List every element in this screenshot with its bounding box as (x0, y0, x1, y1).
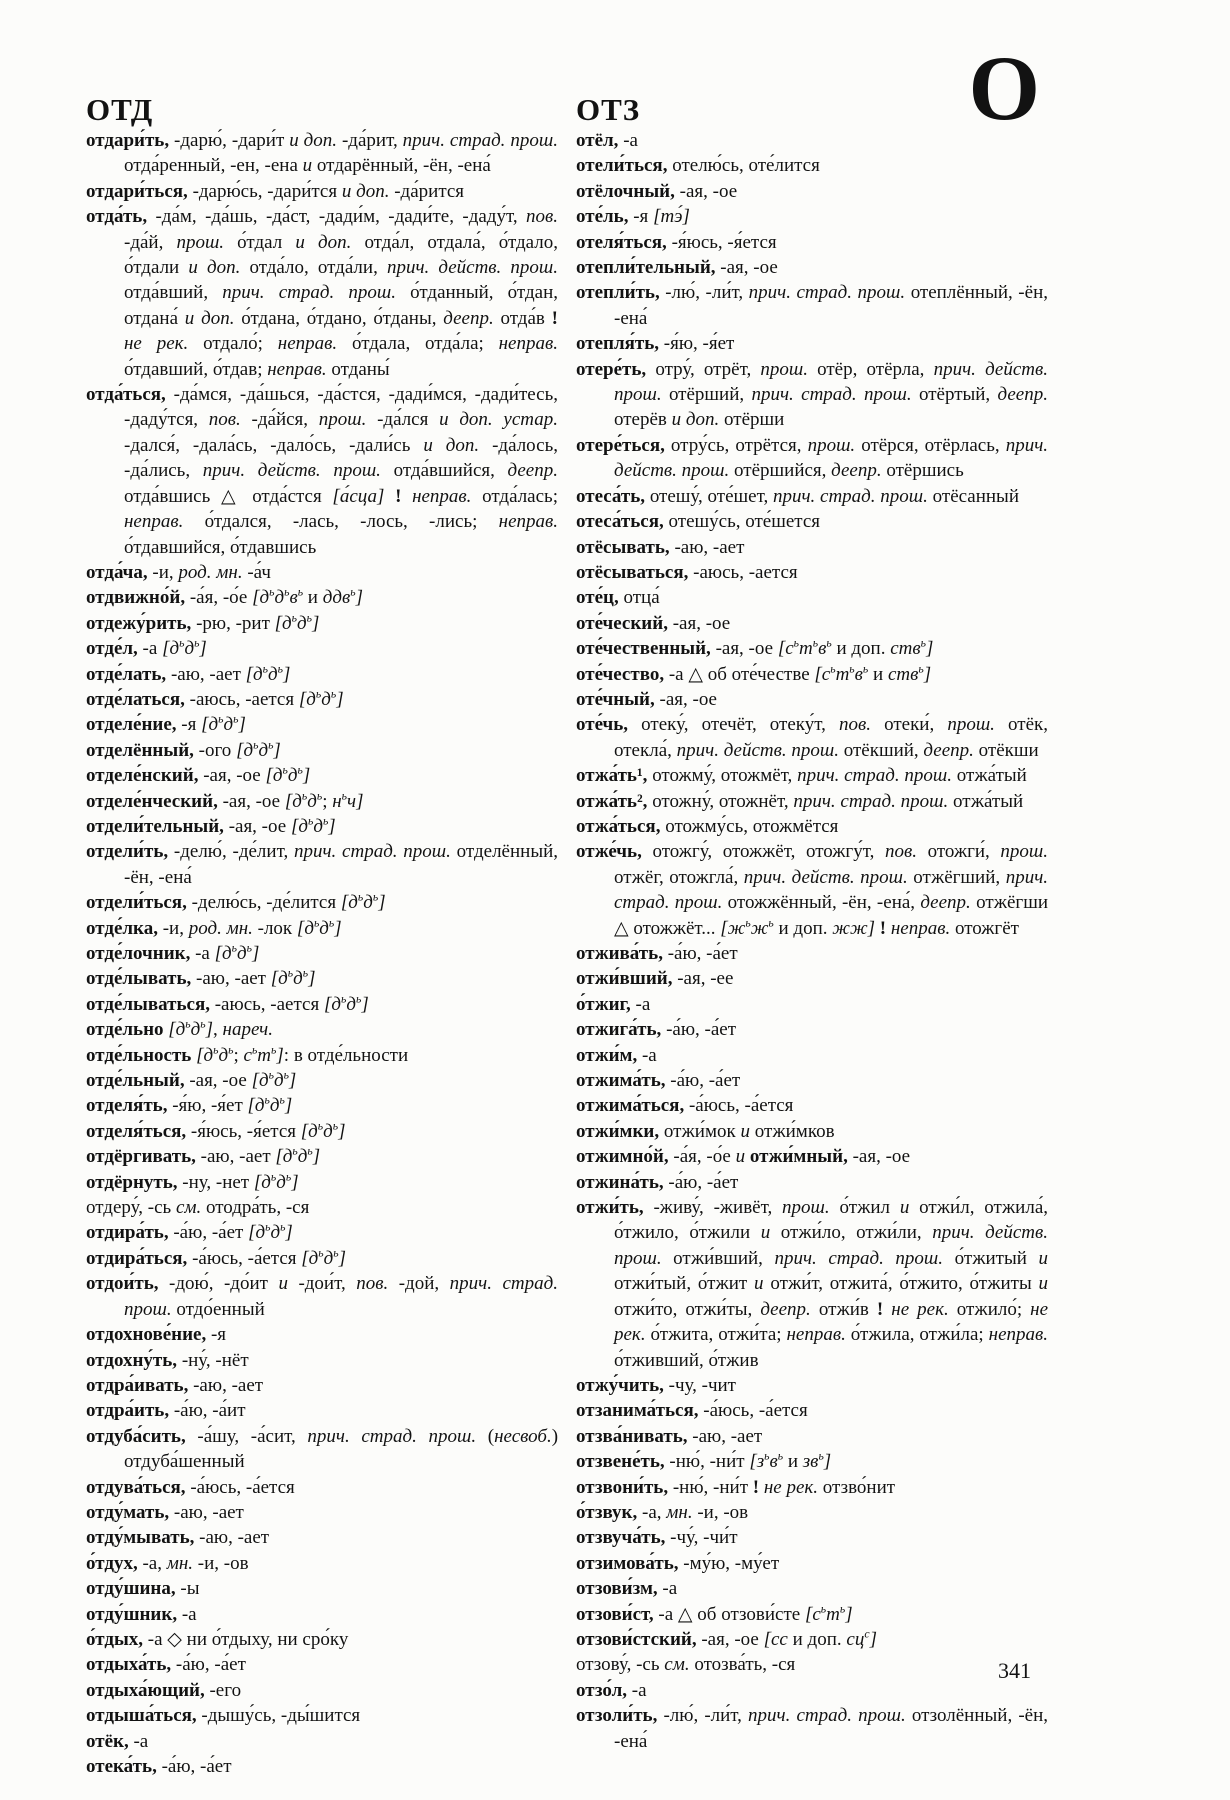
dictionary-entry: оте́ц, отца́ (576, 587, 660, 609)
dictionary-entry: отжи́мки, отжи́мок и отжи́мков (576, 1120, 835, 1142)
headword: отдари́ть, (86, 130, 170, 151)
dictionary-entry: отдира́ться, -а́юсь, -а́ется $[д^ьд^ь]$ (86, 1246, 347, 1269)
headword: оте́ческий, (576, 612, 668, 634)
dictionary-entry: отдели́ть, -делю́, -де́лит, прич. страд. прош. отделённый, -ён, -ена́ (86, 841, 558, 888)
headword: отделя́ть, (86, 1095, 168, 1117)
dictionary-entry: отеса́ть, отешу́, оте́шет, прич. страд. прош. отёсанный (576, 485, 1019, 507)
dictionary-entry: о́тдых, -а ◇ ни о́тдыху, ни сро́ку (86, 1628, 349, 1650)
dictionary-entry: отда́ча, -и, род. мн. -а́ч (86, 561, 271, 583)
dictionary-entry: отзови́зм, -а (576, 1578, 678, 1600)
dictionary-entry: отде́латься, -аюсь, -ается $[д^ьд^ь]$ (86, 687, 344, 710)
dictionary-entry: отже́чь, отожгу́, отожжёт, отожгу́т, пов. отожги́, прош. отжёг, отожгла́, прич. действ. прош. отжёгший, прич. страд. прош. отожжённый, -ён, -ена́, деепр. отжёгши △ отожжёт... [$ж^ьж^ь$ и доп. жж] ! неправ. отожгёт (576, 841, 1049, 939)
dictionary-entry: отде́лка, -и, род. мн. -лок $[д^ьд^ь]$ (86, 916, 342, 939)
headword: отделе́ние, (86, 714, 177, 736)
headword: отеля́ться, (576, 231, 667, 253)
headword: оте́чный, (576, 688, 655, 710)
headword: отжи́мки, (576, 1120, 660, 1142)
dictionary-entry: отде́лочник, -а $[д^ьд^ь]$ (86, 941, 260, 964)
headword: отёсывать, (576, 536, 670, 558)
headword: отдра́ивать, (86, 1374, 189, 1396)
dictionary-entry: отдыха́ть, -а́ю, -а́ет (86, 1654, 246, 1676)
dictionary-entry: отепли́тельный, -ая, -ое (576, 257, 778, 279)
dictionary-entry: отжа́ться, отожму́сь, отожмётся (576, 815, 839, 837)
dictionary-entry: отду́шник, -а (86, 1603, 197, 1625)
dictionary-entry: оте́чь, отеку́, отечёт, отеку́т, пов. отеки́, прош. отёк, отекла́, прич. действ. прош. отёкший, деепр. отёкши (576, 714, 1049, 761)
headword: отжима́ть, (576, 1070, 666, 1092)
dictionary-entry: отделе́нческий, -ая, -ое [$д^ьд^ь$; $н^ьч$] (86, 789, 364, 812)
dictionary-entry: отдвижно́й, -а́я, -о́е [$д^ьд^ьв^ь$ и ддв$^ь$] (86, 585, 363, 609)
headword: отдыха́ть, (86, 1654, 172, 1676)
dictionary-entry: отзо́л, -а (576, 1679, 647, 1701)
headword: отзоли́ть, (576, 1705, 658, 1727)
headword: отду́мывать, (86, 1527, 195, 1549)
dictionary-entry: отду́мать, -аю, -ает (86, 1501, 244, 1523)
headword: отеса́ться, (576, 511, 664, 533)
headword: отёлочный, (576, 180, 675, 202)
dictionary-entry: отдохну́ть, -ну́, -нёт (86, 1349, 249, 1371)
headword: отжи́ть, (576, 1197, 644, 1219)
dictionary-entry: отдели́тельный, -ая, -ое $[д^ьд^ь]$ (86, 814, 336, 837)
dictionary-entry: отепля́ть, -я́ю, -я́ет (576, 333, 735, 355)
headword: отдыха́ющий, (86, 1679, 205, 1701)
dictionary-entry: отзови́ст, -а △ об отзови́сте $[с^ьт^ь]$ (576, 1602, 853, 1625)
dictionary-entry: отека́ть, -а́ю, -а́ет (86, 1756, 232, 1777)
headword: отзвене́ть, (576, 1451, 665, 1473)
dictionary-entry: отдыша́ться, -дышу́сь, -ды́шится (86, 1705, 361, 1727)
dictionary-entry: отжимно́й, -а́я, -о́е и отжи́мный, -ая, -ое (576, 1146, 911, 1168)
headword: отдохнове́ние, (86, 1324, 207, 1346)
dictionary-entry: отзову́, -сь см. отозва́ть, -ся (576, 1654, 796, 1676)
dictionary-entry: отзови́стский, -ая, -ое [сс и доп. $сц^с$] (576, 1627, 877, 1650)
dictionary-entry: отзва́нивать, -аю, -ает (576, 1425, 763, 1447)
dictionary-entry: отёлочный, -ая, -ое (576, 180, 738, 202)
headword: отзанима́ться, (576, 1400, 699, 1422)
headword: отзвони́ть, (576, 1476, 669, 1498)
dictionary-entry: отду́мывать, -аю, -ает (86, 1527, 270, 1549)
headword: отека́ть, (86, 1756, 157, 1777)
dictionary-entry: отда́ть, -да́м, -да́шь, -да́ст, -дади́м, -дади́те, -даду́т, пов. -да́й, прош. о́тдал и доп. отда́л, отдала́, о́тдало, о́тдали и доп. отда́ло, отда́ли, прич. действ. прош. отда́вший, прич. страд. прош. о́тданный, о́тдан, отдана́ и доп. о́тдана, о́тдано, о́тданы, деепр. отда́в ! не рек. отдало́; неправ. о́тдала, отда́ла; неправ. о́тдавший, о́тдав; неправ. отданы́ (86, 206, 558, 380)
dictionary-entry: отели́ться, отелю́сь, оте́лится (576, 155, 820, 177)
running-head-right: ОТЗ (576, 92, 641, 127)
dictionary-entry: отдёрнуть, -ну, -нет $[д^ьд^ь]$ (86, 1170, 299, 1193)
headword: отже́чь, (576, 841, 642, 863)
headword: отделённый, (86, 739, 194, 761)
headword: отжига́ть, (576, 1019, 662, 1041)
headword: отжимно́й, (576, 1146, 669, 1168)
dictionary-entry: отделя́ться, -я́юсь, -я́ется $[д^ьд^ь]$ (86, 1119, 346, 1142)
headword: отжи́вший, (576, 968, 673, 990)
dictionary-entry: оте́ль, -я [тэ́] (576, 206, 690, 228)
headword: оте́ль, (576, 206, 629, 228)
headword: отде́лочник, (86, 943, 191, 964)
headword: отёсываться, (576, 561, 689, 583)
headword: отжа́ть¹, (576, 765, 648, 787)
headword: отде́лываться, (86, 993, 210, 1015)
page-number: 341 (998, 1658, 1031, 1683)
headword: отжива́ть, (576, 943, 663, 964)
headword: отзва́нивать, (576, 1425, 688, 1447)
headword: отзови́ст, (576, 1603, 654, 1625)
headword: отере́ться, (576, 434, 665, 456)
headword: отёл, (576, 130, 619, 151)
headword: отделе́нский, (86, 765, 199, 787)
headword: оте́чество, (576, 663, 665, 685)
dictionary-entry: отде́льность [$д^ьд^ь$; $с^ьт^ь$]: в отде́льности (86, 1043, 409, 1066)
headword: отели́ться, (576, 155, 668, 177)
dictionary-entry: отде́лываться, -аюсь, -ается $[д^ьд^ь]$ (86, 992, 369, 1015)
headword: отдёргивать, (86, 1146, 196, 1168)
headword: отжа́ться, (576, 815, 661, 837)
headword: отжима́ться, (576, 1095, 685, 1117)
headword: отзо́л, (576, 1679, 627, 1701)
dictionary-entry: отжима́ть, -а́ю, -а́ет (576, 1070, 741, 1092)
dictionary-entry: отжа́ть², отожну́, отожнёт, прич. страд. прош. отжа́тый (576, 790, 1024, 812)
headword: отда́ть, (86, 206, 148, 228)
headword: отдёрнуть, (86, 1171, 178, 1193)
dictionary-entry: отжина́ть, -а́ю, -а́ет (576, 1171, 739, 1193)
headword: отду́мать, (86, 1501, 170, 1523)
headword: отдвижно́й, (86, 587, 186, 609)
headword: отде́льность (86, 1044, 192, 1066)
dictionary-entry: о́тдух, -а, мн. -и, -ов (86, 1552, 249, 1574)
headword: отдохну́ть, (86, 1349, 178, 1371)
dictionary-entry: отзимова́ть, -му́ю, -му́ет (576, 1552, 780, 1574)
headword: отжина́ть, (576, 1171, 664, 1193)
headword: отда́ться, (86, 384, 166, 406)
headword: о́тдых, (86, 1628, 144, 1650)
headword: отзови́зм, (576, 1578, 658, 1600)
headword: отдра́ить, (86, 1400, 170, 1422)
dictionary-entry: отдыха́ющий, -его (86, 1679, 242, 1701)
dictionary-entry: отёсывать, -аю, -ает (576, 536, 745, 558)
dictionary-entry: отделённый, -ого $[д^ьд^ь]$ (86, 738, 281, 761)
headword: отделя́ться, (86, 1120, 187, 1142)
dictionary-entry: отделя́ть, -я́ю, -я́ет $[д^ьд^ь]$ (86, 1094, 293, 1117)
headword: отдува́ться, (86, 1476, 186, 1498)
headword: отдуба́сить, (86, 1425, 186, 1447)
headword: отзвуча́ть, (576, 1527, 666, 1549)
headword: отепли́ть, (576, 282, 660, 304)
dictionary-entry: отзанима́ться, -а́юсь, -а́ется (576, 1400, 808, 1422)
dictionary-entry: отере́ть, отру́, отрёт, прош. отёр, отёрла, прич. действ. прош. отёрший, прич. страд. прош. отёртый, деепр. отерёв и доп. отёрши (576, 358, 1048, 431)
headword: отёк, (86, 1730, 129, 1752)
headword: отделе́нческий, (86, 790, 218, 812)
headword: отдари́ться, (86, 180, 188, 202)
dictionary-entry: отзвони́ть, -ню́, -ни́т ! не рек. отзво́нит (576, 1476, 896, 1498)
dictionary-entry: отдари́ть, -дарю́, -дари́т и доп. -да́рит, прич. страд. прош. отда́ренный, -ен, -ена и отдарённый, -ён, -ена́ (86, 130, 558, 177)
running-head-left: ОТД (86, 92, 154, 127)
dictionary-entry: отдари́ться, -дарю́сь, -дари́тся и доп. -да́рится (86, 180, 465, 202)
headword: о́тдух, (86, 1552, 138, 1574)
dictionary-entry: отеля́ться, -я́юсь, -я́ется (576, 231, 777, 253)
headword: о́тзвук, (576, 1501, 638, 1523)
dictionary-entry: отда́ться, -да́мся, -да́шься, -да́стся, -дади́мся, -дади́тесь, -даду́тся, пов. -да́йся, прош. -да́лся и доп. устар. -дался́, -дала́сь, -дало́сь, -дали́сь и доп. -да́лось, -да́лись, прич. действ. прош. отда́вшийся, деепр. отда́вшись △ отда́стся [а́сца] ! неправ. отда́лась; неправ. о́тдался, -лась, -лось, -лись; неправ. о́тдавшийся, о́тдавшись (86, 384, 558, 558)
headword: отзимова́ть, (576, 1552, 679, 1574)
headword: отду́шник, (86, 1603, 178, 1625)
dictionary-entry: отепли́ть, -лю́, -ли́т, прич. страд. прош. отеплённый, -ён, -ена́ (576, 282, 1048, 329)
headword: отдира́ться, (86, 1247, 188, 1269)
dictionary-entry: отжу́чить, -чу, -чит (576, 1374, 736, 1396)
dictionary-entry: отжа́ть¹, отожму́, отожмёт, прич. страд. прош. отжа́тый (576, 765, 1027, 787)
dictionary-entry: отжи́м, -а (576, 1044, 657, 1066)
headword: отзови́стский, (576, 1628, 697, 1650)
dictionary-entry: отде́лывать, -аю, -ает $[д^ьд^ь]$ (86, 967, 316, 990)
dictionary-entry: отёсываться, -аюсь, -ается (576, 561, 798, 583)
headword: отде́лка, (86, 917, 158, 939)
dictionary-entry: отде́льно $[д^ьд^ь]$, нареч. (86, 1017, 273, 1041)
left-column (86, 128, 558, 1779)
dictionary-entry: отде́лать, -аю, -ает $[д^ьд^ь]$ (86, 662, 291, 685)
dictionary-entry: отдёргивать, -аю, -ает $[д^ьд^ь]$ (86, 1144, 321, 1168)
section-letter: О (968, 37, 1040, 139)
headword: отде́льно (86, 1019, 164, 1041)
headword: отде́лать, (86, 663, 167, 685)
dictionary-entry: отеса́ться, отешу́сь, оте́шется (576, 511, 820, 533)
headword: отдели́ться, (86, 892, 187, 914)
dictionary-entry: отжива́ть, -а́ю, -а́ет (576, 943, 738, 964)
headword: отде́льный, (86, 1070, 185, 1092)
headword: отепли́тельный, (576, 257, 716, 279)
headword: отде́л, (86, 638, 138, 660)
headword: отдели́ть, (86, 841, 169, 863)
dictionary-entry: отдели́ться, -делю́сь, -де́лится $[д^ьд^ь]$ (86, 890, 386, 914)
headword: о́тжиг, (576, 993, 631, 1015)
headword: отере́ть, (576, 358, 647, 380)
dictionary-entry: отжи́вший, -ая, -ее (576, 968, 734, 990)
dictionary-entry: отдуба́сить, -а́шу, -а́сит, прич. страд. прош. (несвоб.) отдуба́шенный (86, 1425, 559, 1473)
headword: отжу́чить, (576, 1374, 664, 1396)
dictionary-entry: отделе́нский, -ая, -ое $[д^ьд^ь]$ (86, 763, 311, 787)
dictionary-entry: отзвуча́ть, -чу́, -чи́т (576, 1527, 738, 1549)
headword: отдели́тельный, (86, 815, 224, 837)
dictionary-entry: оте́чественный, -ая, -ое [$с^ьт^ьв^ь$ и доп. ств$^ь$] (576, 636, 934, 660)
dictionary-entry: о́тзвук, -а, мн. -и, -ов (576, 1501, 749, 1523)
dictionary-entry: отзоли́ть, -лю́, -ли́т, прич. страд. прош. отзолённый, -ён, -ена́ (576, 1705, 1048, 1752)
headword: отеса́ть, (576, 485, 646, 507)
dictionary-entry: отде́л, -а $[д^ьд^ь]$ (86, 636, 207, 660)
headword: оте́чественный, (576, 638, 711, 660)
dictionary-entry: отдохнове́ние, -я (86, 1324, 227, 1346)
dictionary-entry: отдра́ивать, -аю, -ает (86, 1374, 264, 1396)
dictionary-entry: отду́шина, -ы (86, 1578, 200, 1600)
dictionary-entry: отделе́ние, -я $[д^ьд^ь]$ (86, 713, 246, 736)
dictionary-entry: отзвене́ть, -ню́, -ни́т [$з^ьв^ь$ и $зв^ь$] (576, 1449, 832, 1473)
dictionary-entry: отжи́ть, -живу́, -живёт, прош. о́тжил и отжи́л, отжила́, о́тжило, о́тжили и отжи́ло, отжи́ли, прич. действ. прош. отжи́вший, прич. страд. прош. о́тжитый и отжи́тый, о́тжит и отжи́т, отжита́, о́тжито, о́тжиты и отжи́то, отжи́ты, деепр. отжи́в ! не рек. отжило́; не рек. о́тжита, отжи́та; неправ. о́тжила, отжи́ла; неправ. о́тживший, о́тжив (576, 1197, 1049, 1371)
headword: отжа́ть², (576, 790, 648, 812)
dictionary-entry: отдеру́, -сь см. отодра́ть, -ся (86, 1197, 310, 1219)
headword: отде́лывать, (86, 968, 192, 990)
dictionary-entry: отжига́ть, -а́ю, -а́ет (576, 1019, 737, 1041)
dictionary-entry: оте́чный, -ая, -ое (576, 688, 717, 710)
headword: оте́чь, (576, 714, 629, 736)
headword: оте́ц, (576, 587, 619, 609)
right-column (576, 128, 1048, 1754)
dictionary-entry: отере́ться, отру́сь, отрётся, прош. отёрся, отёрлась, прич. действ. прош. отёршийся, деепр. отёршись (576, 434, 1049, 482)
dictionary-entry: отдежу́рить, -рю, -рит $[д^ьд^ь]$ (86, 611, 320, 634)
dictionary-entry: оте́ческий, -ая, -ое (576, 612, 731, 634)
dictionary-entry: отёл, -а (576, 130, 638, 151)
dictionary-entry: отде́льный, -ая, -ое $[д^ьд^ь]$ (86, 1068, 297, 1092)
headword: отдыша́ться, (86, 1705, 197, 1727)
dictionary-entry: отдира́ть, -а́ю, -а́ет $[д^ьд^ь]$ (86, 1221, 293, 1244)
dictionary-entry: отдои́ть, -дою́, -до́ит и -дои́т, пов. -дой, прич. страд. прош. отдо́енный (86, 1273, 558, 1320)
headword: отепля́ть, (576, 333, 660, 355)
dictionary-entry: отдува́ться, -а́юсь, -а́ется (86, 1476, 295, 1498)
dictionary-entry: отжима́ться, -а́юсь, -а́ется (576, 1095, 794, 1117)
headword: отжи́м, (576, 1044, 638, 1066)
dictionary-entry: отёк, -а (86, 1730, 149, 1752)
dictionary-entry: отдра́ить, -а́ю, -а́ит (86, 1400, 246, 1422)
headword: отдежу́рить, (86, 612, 192, 634)
headword: отда́ча, (86, 561, 148, 583)
headword: отду́шина, (86, 1578, 176, 1600)
headword: отдира́ть, (86, 1222, 169, 1244)
headword: отдои́ть, (86, 1273, 159, 1295)
dictionary-entry: о́тжиг, -а (576, 993, 651, 1015)
headword: отде́латься, (86, 688, 185, 710)
dictionary-entry: оте́чество, -а △ об оте́честве [$с^ьт^ьв^ь$ и ств$^ь$] (576, 662, 932, 685)
